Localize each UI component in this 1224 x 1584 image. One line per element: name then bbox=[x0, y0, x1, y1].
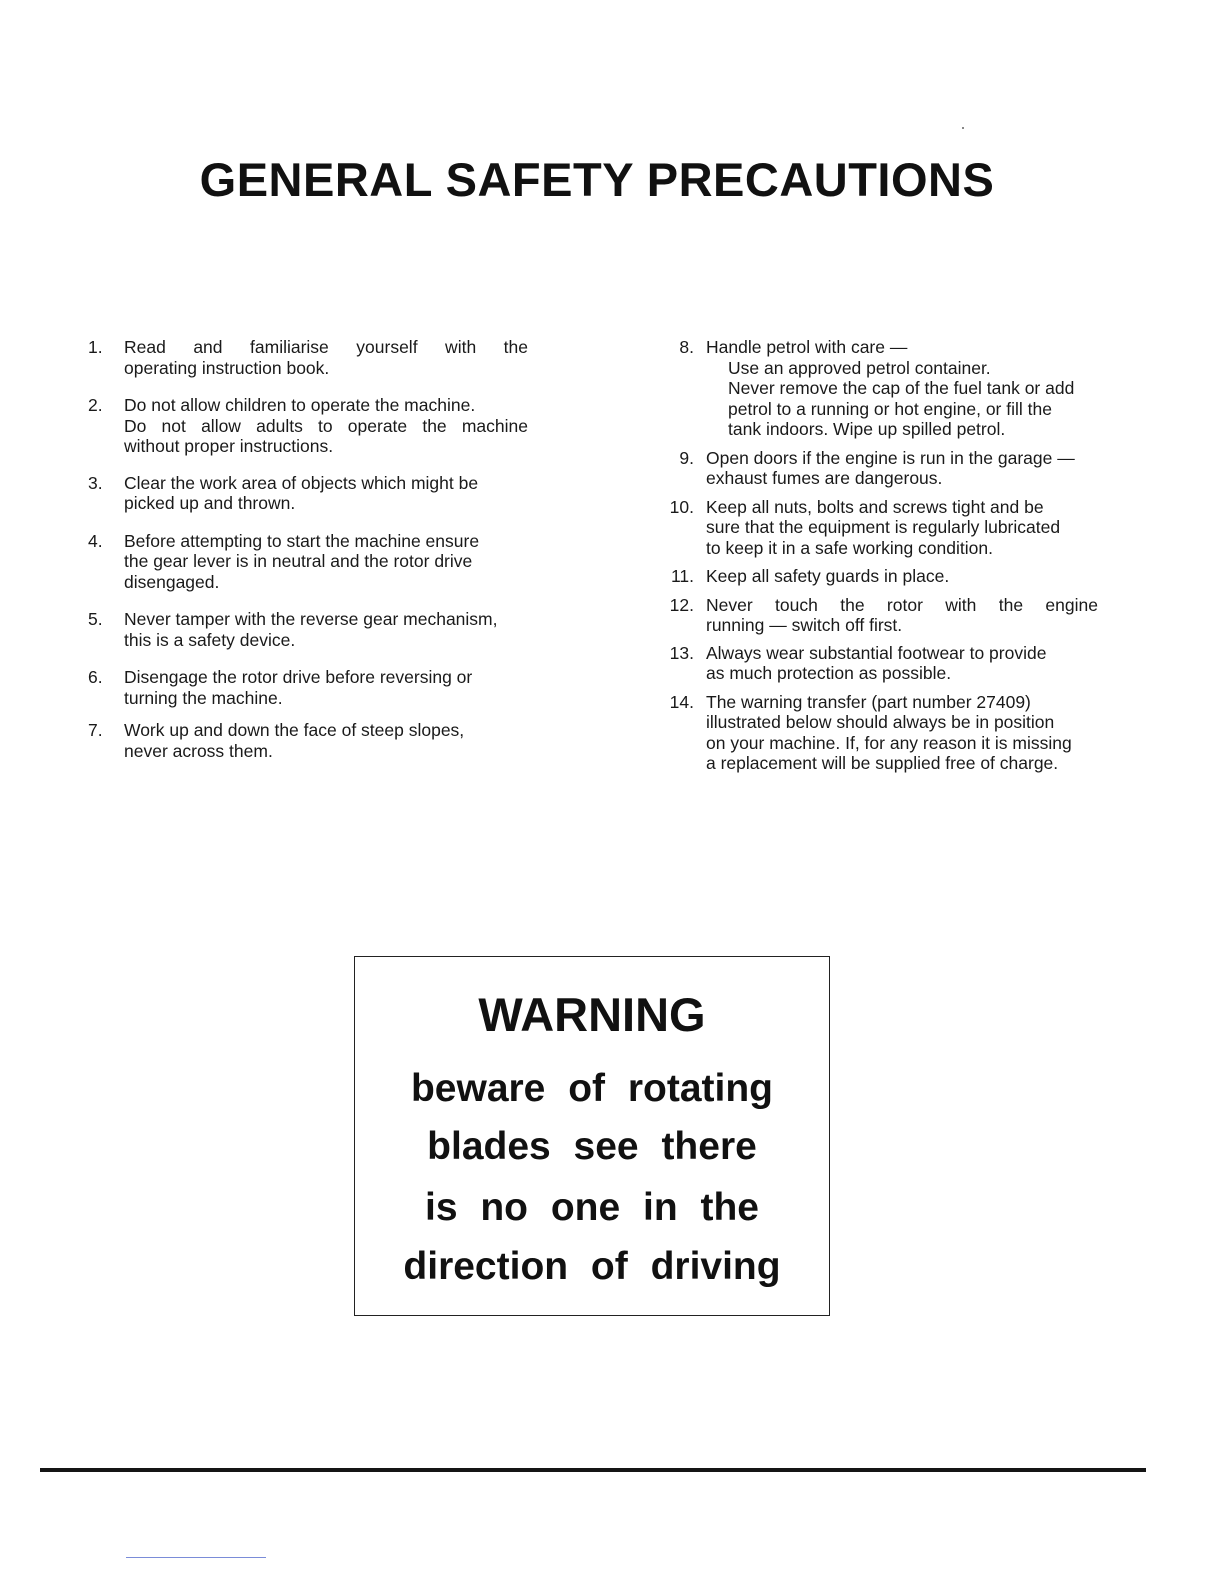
item-number: 5. bbox=[88, 609, 103, 629]
list-item bbox=[648, 497, 1098, 559]
list-item bbox=[88, 473, 528, 514]
item-line: picked up and thrown. bbox=[124, 493, 296, 513]
warning-transfer-box bbox=[354, 956, 830, 1316]
item-number: 9. bbox=[679, 447, 694, 468]
item-number: 12. bbox=[669, 594, 694, 615]
item-line: on your machine. If, for any reason it is missing bbox=[706, 732, 1072, 753]
precautions-left-column bbox=[88, 337, 528, 761]
item-line: never across them. bbox=[124, 740, 273, 761]
item-number: 3. bbox=[88, 472, 103, 493]
list-item bbox=[648, 566, 1098, 587]
item-line: sure that the equipment is regularly lubricated bbox=[706, 517, 1061, 537]
item-line: Open doors if the engine is run in the garage — bbox=[706, 447, 1075, 468]
item-line: to keep it in a safe working condition. bbox=[706, 537, 993, 558]
item-line: turning the machine. bbox=[124, 687, 283, 708]
item-line: a replacement will be supplied free of charge. bbox=[706, 753, 1059, 773]
page-title: GENERAL SAFETY PRECAUTIONS bbox=[199, 153, 995, 206]
item-line: Handle petrol with care — bbox=[706, 337, 908, 357]
item-line: the gear lever is in neutral and the rotor drive bbox=[124, 551, 473, 571]
bottom-divider bbox=[40, 1468, 1146, 1472]
item-line: operating instruction book. bbox=[124, 357, 330, 378]
warning-line: blades see there bbox=[427, 1125, 757, 1168]
item-line: Read and familiarise yourself with the bbox=[124, 337, 528, 357]
list-item bbox=[88, 531, 528, 593]
item-line: illustrated below should always be in position bbox=[706, 712, 1055, 732]
warning-line: beware of rotating bbox=[410, 1067, 774, 1110]
item-subline: Never remove the cap of the fuel tank or add bbox=[728, 378, 1075, 398]
item-line: this is a safety device. bbox=[124, 629, 296, 650]
item-line: Work up and down the face of steep slopes, bbox=[124, 720, 465, 740]
item-subline: Use an approved petrol container. bbox=[728, 357, 991, 378]
item-number: 8. bbox=[679, 337, 694, 357]
item-number: 1. bbox=[88, 337, 103, 357]
item-line: exhaust fumes are dangerous. bbox=[706, 468, 943, 488]
item-line: The warning transfer (part number 27409) bbox=[706, 691, 1031, 712]
item-number: 13. bbox=[669, 642, 694, 663]
item-line: as much protection as possible. bbox=[706, 663, 952, 683]
warning-line: is no one in the bbox=[424, 1186, 759, 1229]
item-line: running — switch off first. bbox=[706, 615, 903, 635]
item-line: Always wear substantial footwear to provide bbox=[706, 642, 1047, 663]
scan-speck bbox=[962, 127, 964, 129]
list-item bbox=[88, 667, 528, 708]
item-line: disengaged. bbox=[124, 571, 220, 592]
item-line: Never tamper with the reverse gear mechanism, bbox=[124, 609, 498, 629]
item-subline: tank indoors. Wipe up spilled petrol. bbox=[728, 419, 1006, 439]
item-line: Keep all safety guards in place. bbox=[706, 566, 950, 586]
list-item bbox=[648, 448, 1098, 489]
precautions-right-column bbox=[648, 337, 1098, 774]
list-item bbox=[88, 720, 528, 761]
list-item bbox=[88, 609, 528, 650]
item-line: Clear the work area of objects which might be bbox=[124, 472, 479, 493]
item-line: without proper instructions. bbox=[124, 436, 334, 456]
list-item bbox=[648, 337, 1098, 440]
item-number: 11. bbox=[670, 566, 694, 586]
item-line: Do not allow children to operate the machine. bbox=[124, 395, 476, 415]
item-number: 6. bbox=[88, 667, 103, 687]
item-number: 10. bbox=[669, 496, 694, 517]
item-line: Keep all nuts, bolts and screws tight and be bbox=[706, 496, 1044, 517]
list-item bbox=[88, 337, 528, 378]
item-number: 7. bbox=[88, 720, 103, 740]
item-number: 2. bbox=[88, 395, 103, 415]
item-line: Do not allow adults to operate the machine bbox=[124, 415, 528, 436]
list-item bbox=[648, 692, 1098, 774]
item-number: 14. bbox=[669, 691, 694, 712]
item-line: Disengage the rotor drive before reversing or bbox=[124, 667, 473, 687]
item-number: 4. bbox=[88, 530, 103, 551]
list-item bbox=[88, 395, 528, 457]
item-line: Before attempting to start the machine ensure bbox=[124, 530, 480, 551]
warning-title: WARNING bbox=[478, 988, 706, 1041]
list-item bbox=[648, 595, 1098, 636]
footer-rule bbox=[126, 1557, 266, 1558]
warning-line: direction of driving bbox=[403, 1245, 781, 1288]
item-line: Never touch the rotor with the engine bbox=[706, 594, 1098, 615]
list-item bbox=[648, 643, 1098, 684]
item-subline: petrol to a running or hot engine, or fill the bbox=[728, 398, 1052, 419]
